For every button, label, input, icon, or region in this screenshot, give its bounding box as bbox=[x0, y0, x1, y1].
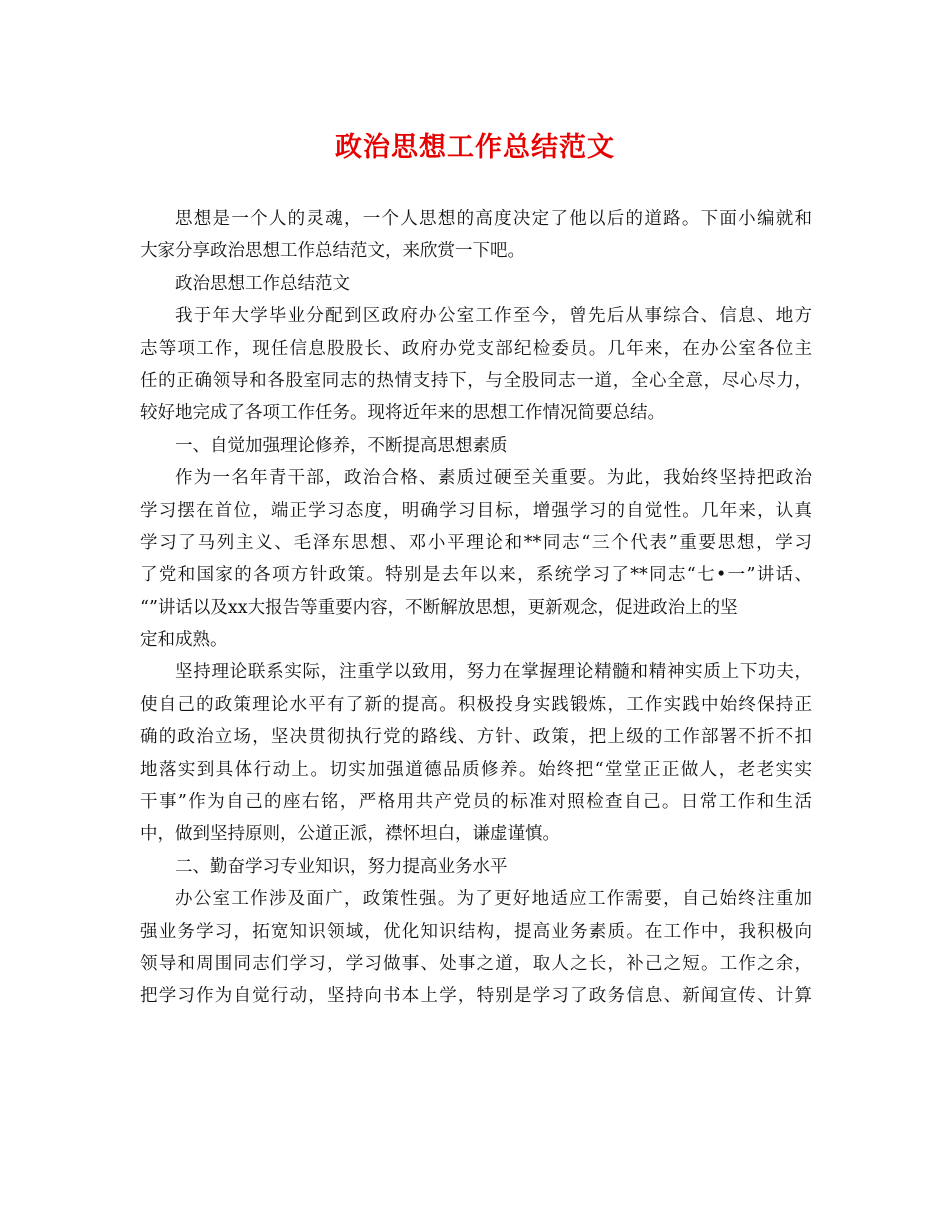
body-line: 办公室工作涉及面广，政策性强。为了更好地适应工作需要，自己始终注重加 bbox=[175, 889, 812, 910]
body-line: 使自己的政策理论水平有了新的提高。积极投身实践锻炼，工作实践中始终保持正 bbox=[140, 694, 812, 715]
body-line: 大家分享政治思想工作总结范文，来欣赏一下吧。 bbox=[140, 241, 525, 262]
body-line: 领导和周围同志们学习，学习做事、处事之道，取人之长，补己之短。工作之余， bbox=[140, 953, 812, 974]
body-line: 干事”作为自己的座右铭，严格用共产党员的标准对照检查自己。日常工作和生活 bbox=[140, 792, 812, 813]
body-line: 坚持理论联系实际，注重学以致用，努力在掌握理论精髓和精神实质上下功夫， bbox=[175, 662, 812, 683]
body-line: 学习摆在首位，端正学习态度，明确学习目标，增强学习的自觉性。几年来，认真 bbox=[140, 500, 812, 521]
body-line: 任的正确领导和各股室同志的热情支持下，与全股同志一道，全心全意，尽心尽力， bbox=[140, 370, 812, 391]
body-line: 强业务学习，拓宽知识领域，优化知识结构，提高业务素质。在工作中，我积极向 bbox=[140, 921, 812, 942]
body-line: 二、勤奋学习专业知识，努力提高业务水平 bbox=[175, 856, 508, 877]
body-line: 较好地完成了各项工作任务。现将近年来的思想工作情况简要总结。 bbox=[140, 403, 665, 424]
body-line: 了党和国家的各项方针政策。特别是去年以来，系统学习了**同志“七•一”讲话、 bbox=[140, 565, 812, 586]
body-line: 志等项工作，现任信息股股长、政府办党支部纪检委员。几年来，在办公室各位主 bbox=[140, 338, 812, 359]
body-line: 确的政治立场，坚决贯彻执行党的路线、方针、政策，把上级的工作部署不折不扣 bbox=[140, 727, 812, 748]
body-line: 一、自觉加强理论修养，不断提高思想素质 bbox=[175, 435, 508, 456]
body-line: 我于年大学毕业分配到区政府办公室工作至今，曾先后从事综合、信息、地方 bbox=[175, 306, 812, 327]
body-line: 中，做到坚持原则，公道正派，襟怀坦白，谦虚谨慎。 bbox=[140, 824, 560, 845]
body-line: 把学习作为自觉行动，坚持向书本上学，特别是学习了政务信息、新闻宣传、计算 bbox=[140, 986, 812, 1007]
document-body bbox=[140, 203, 812, 1013]
body-line: 政治思想工作总结范文 bbox=[175, 273, 350, 294]
body-line: 定和成熟。 bbox=[140, 630, 228, 651]
body-line: 地落实到具体行动上。切实加强道德品质修养。始终把“堂堂正正做人，老老实实 bbox=[140, 759, 812, 780]
document-title: 政治思想工作总结范文 bbox=[335, 132, 615, 163]
body-line: 思想是一个人的灵魂，一个人思想的高度决定了他以后的道路。下面小编就和 bbox=[175, 209, 812, 229]
body-line: 学习了马列主义、毛泽东思想、邓小平理论和**同志“三个代表”重要思想，学习 bbox=[140, 532, 812, 553]
body-line: “”讲话以及xx大报告等重要内容，不断解放思想，更新观念，促进政治上的坚 bbox=[140, 597, 738, 618]
body-line: 作为一名年青干部，政治合格、素质过硬至关重要。为此，我始终坚持把政治 bbox=[175, 468, 812, 489]
